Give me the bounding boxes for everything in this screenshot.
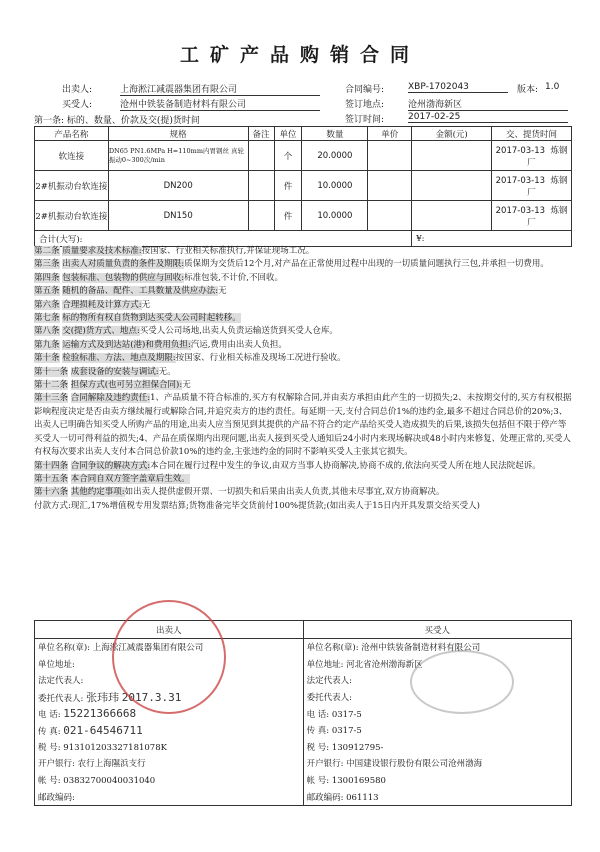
contract-no: XBP-1702043 xyxy=(408,82,508,93)
seller-seal-stamp xyxy=(112,600,226,714)
goods-header-row xyxy=(35,127,572,141)
product-qty: 10.0000 xyxy=(302,201,368,231)
seller-row: 税 号: 913101203327181078K xyxy=(35,739,304,756)
sign-date: 2017-02-25 xyxy=(408,112,568,123)
buyer-row: 税 号: 130912795- xyxy=(306,742,384,753)
delivery-cell xyxy=(492,141,572,171)
clause-12: 第十二条 担保方式(也可另立担保合同):无 xyxy=(34,380,191,391)
clause-8: 第八条 交(提)货方式、地点:买受人公司场地,出卖人负责运输送货到买受人仓库。 xyxy=(34,326,338,337)
sign-date-label: 签订时间: xyxy=(345,115,385,125)
col-header: 产品名称 xyxy=(35,127,109,141)
product-spec: DN150 xyxy=(108,201,248,231)
buyer-row: 传 真: 0317-5 xyxy=(306,726,362,737)
table-row xyxy=(35,171,572,201)
clause-6: 第六条 合理损耗及计算方式:无 xyxy=(34,299,151,310)
product-spec: DN200 xyxy=(108,171,248,201)
delivery-cell xyxy=(492,201,572,231)
table-row xyxy=(35,141,572,171)
payment-terms: 付款方式:现汇,17%增值税专用发票结算;货物准备完毕交货前付100%提货款;(如出卖人于15日内开具发票交给买受人) xyxy=(34,500,480,511)
buyer-row: 单位名称(章): 沧州中铁装备制造材料有限公司 xyxy=(306,643,481,654)
seller-row: 电 话: 15221366668 xyxy=(35,705,304,722)
product-unit: 件 xyxy=(274,171,302,201)
clause-7: 第七条 标的物所有权自货物到达买受人公司时起转移。 xyxy=(34,313,241,324)
clause-15: 第十五条 本合同自双方签字盖章后生效。 xyxy=(34,473,190,484)
version-label: 版本: xyxy=(517,85,539,95)
seller-row: 开户银行: 农行上海隰浜支行 xyxy=(35,755,304,772)
buyer-label: 买受人: xyxy=(62,100,93,110)
seller-row: 帐 号: 03832700040031040 xyxy=(35,772,304,789)
clause-9: 第九条 运输方式及到达站(港)和费用负担:汽运,费用由出卖人负担。 xyxy=(34,339,287,350)
product-qty: 10.0000 xyxy=(302,171,368,201)
total-currency: ¥: xyxy=(412,231,572,247)
seller-row: 法定代表人: xyxy=(35,672,304,689)
buyer-name: 沧州中铁装备制造材料有限公司 xyxy=(120,97,320,111)
clause-16: 第十六条 其他约定事项:如出卖人提供虚假开票、一切损失和后果由出卖人负责,其他未尽事宜,双方协商解决。 xyxy=(34,487,445,498)
delivery-place: 炼钢厂 xyxy=(527,175,568,198)
seller-row: 单位名称(章): 上海淞江减震器集团有限公司 xyxy=(35,639,304,656)
delivery-date: 2017-03-13 xyxy=(495,145,546,156)
col-header: 交、提货时间 xyxy=(492,127,572,141)
product-unit: 个 xyxy=(274,141,302,171)
buyer-row: 电 话: 0317-5 xyxy=(306,709,362,720)
col-header: 单价 xyxy=(368,127,412,141)
col-header: 规格 xyxy=(108,127,248,141)
seller-column-header: 出卖人 xyxy=(35,621,304,639)
col-header: 单位 xyxy=(274,127,302,141)
seller-row: 传 真: 021-64546711 xyxy=(35,722,304,739)
seller-row: 委托代表人: 张玮玮 2017.3.31 xyxy=(35,689,304,706)
product-name: 2#机振动台软连接 xyxy=(35,201,109,231)
clause-2: 第二条 质量要求及技术标准:按国家、行业相关标准执行,并保证现场工况。 xyxy=(34,246,315,256)
product-unit: 件 xyxy=(274,201,302,231)
buyer-column-header: 买受人 xyxy=(303,621,571,639)
clause-5: 第五条 随机的备品、配件、工具数量及供应办法:无 xyxy=(34,286,227,297)
col-header: 数量 xyxy=(302,127,368,141)
seller-name: 上海淞江减震器集团有限公司 xyxy=(120,82,320,96)
seller-row: 邮政编码: xyxy=(35,788,304,805)
goods-table xyxy=(34,126,572,247)
buyer-row: 法定代表人: xyxy=(306,676,352,687)
total-label: 合计(大写): xyxy=(35,231,412,247)
buyer-row: 帐 号: 1300169580 xyxy=(306,776,386,787)
seller-row: 单位地址: xyxy=(35,656,304,673)
delivery-date: 2017-03-13 xyxy=(495,175,546,186)
buyer-row: 委托代表人: xyxy=(306,693,352,704)
buyer-seal-stamp xyxy=(410,650,514,714)
product-qty: 20.0000 xyxy=(302,141,368,171)
article1-title: 第一条: 标的、数量、价款及交(提)货时间 xyxy=(34,116,200,126)
product-name: 软连接 xyxy=(35,141,109,171)
sign-place-label: 签订地点: xyxy=(345,100,385,110)
delivery-place: 炼钢厂 xyxy=(527,145,568,168)
clauses-block xyxy=(34,245,572,513)
version: 1.0 xyxy=(545,82,560,92)
delivery-date: 2017-03-13 xyxy=(495,205,546,216)
buyer-row: 单位地址: 河北省沧州渤海新区 xyxy=(306,659,423,670)
clause-4: 第四条 包装标准、包装物的供应与回收:标准包装,不计价,不回收。 xyxy=(34,272,283,283)
sign-place: 沧州渤海新区 xyxy=(408,97,568,111)
contract-no-label: 合同编号: xyxy=(345,85,385,95)
buyer-row: 开户银行: 中国建设银行股份有限公司沧州渤海 xyxy=(306,759,483,770)
delivery-cell xyxy=(492,171,572,201)
col-header: 备注 xyxy=(248,127,274,141)
clause-3: 第三条 出卖人对质量负责的条件及期限:质保期为交货后12个月,对产品在正常使用过程中出现的一切质量问题执行三包,并承担一切费用。 xyxy=(34,259,549,270)
seller-label: 出卖人: xyxy=(62,85,93,95)
product-name: 2#机振动台软连接 xyxy=(35,171,109,201)
product-spec: DN65 PN1.6MPa H=110mm内胃钢丝 真轮振动0~300次/min xyxy=(108,141,248,171)
clause-13: 第十三条 合同解除及违约责任:1、产品质量不符合标准的,买方有权解除合同,并由卖方承担由此产生的一切损失;2、未按期交付的,买方有权根据影响程度决定是否由卖方继续履行或解除合同,并追究卖方的违约责任。每延期一天,支付合同总价1%的违约金,最多不超过合同总价的20%;3、出卖人已明确告知买受人所购产品的用途,出卖人应当预见到其提供的产品不符合约定产品给买受人造成损失的后果,该损失包括但不限于停产等买受人一切可得利益的损失;4、产品在质保期内出现问题,出卖人接到买受人通知后24小时内来现场解决或48小时内来修复、处理正常的,买受人有权每次要求出卖人支付本合同总价款10%的违约金,主张违约金的同时不影响买受人主张其它损失。 xyxy=(34,393,572,458)
col-header: 金额(元) xyxy=(412,127,492,141)
delivery-place: 炼钢厂 xyxy=(527,205,568,228)
contract-title: 工矿产品购销合同 xyxy=(179,44,420,66)
clause-14: 第十四条 合同争议的解决方式:本合同在履行过程中发生的争议,由双方当事人协商解决,协商不成的,依法向买受人所在地人民法院起诉。 xyxy=(34,460,541,471)
clause-11: 第十一条 成套设备的安装与调试:无。 xyxy=(34,366,176,377)
buyer-row: 邮政编码: 061113 xyxy=(306,792,379,803)
clause-10: 第十条 检验标准、方法、地点及期限:按国家、行业相关标准及现场工况进行验收。 xyxy=(34,353,346,364)
table-row xyxy=(35,201,572,231)
